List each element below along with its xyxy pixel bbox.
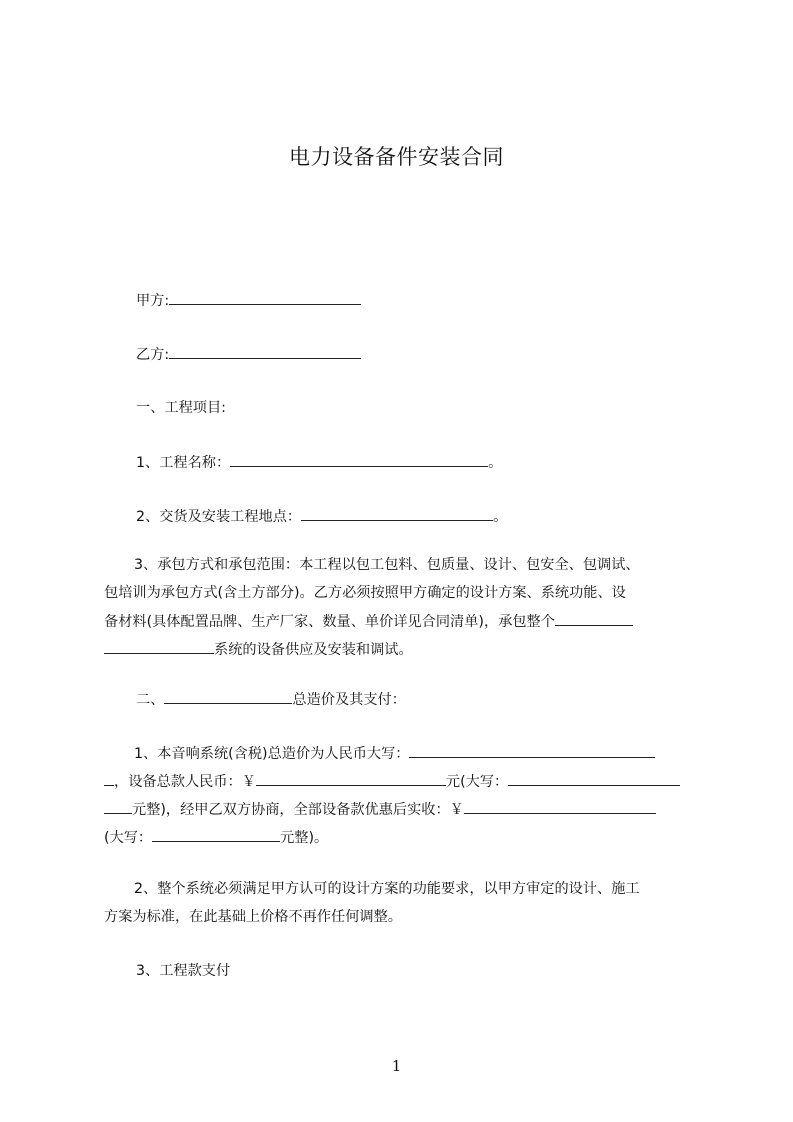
scope-line-4 [104, 639, 700, 660]
section2-heading-prefix: 二、 [136, 692, 165, 708]
net-amount-blank [464, 799, 656, 814]
project-name-line [104, 452, 732, 473]
price-line-2-text-a: ，设备总款人民币：￥ [114, 774, 256, 790]
party-a-line [104, 290, 732, 311]
scope-line-1: 3、承包方式和承包范围：本工程以包工包料、包质量、设计、包安全、包调试、 [134, 557, 640, 573]
site-label: 2、交货及安装工程地点： [136, 509, 302, 525]
project-name-end: 。 [488, 455, 503, 471]
design-line-2: 方案为标准，在此基础上价格不再作任何调整。 [104, 909, 402, 925]
scope-line-3 [104, 611, 700, 632]
price-total-words-blank-a [409, 743, 655, 758]
price-line-1 [104, 743, 730, 764]
document-title: 电力设备备件安装合同 [289, 145, 504, 169]
page-number: 1 [391, 1057, 402, 1075]
price-total-words-blank-b [104, 771, 114, 786]
site-blank [301, 506, 493, 521]
section1-heading: 一、工程项目: [136, 400, 226, 416]
payment-heading: 3、工程款支付 [136, 963, 231, 979]
project-name-label: 1、工程名称： [136, 455, 231, 471]
design-line-1: 2、整个系统必须满足甲方认可的设计方案的功能要求，以甲方审定的设计、施工 [134, 881, 640, 897]
scope-system-blank-b [104, 639, 214, 654]
scope-system-blank-a [555, 611, 633, 626]
scope-line-3-text: 备材料(具体配置品牌、生产厂家、数量、单价详见合同清单)，承包整个 [104, 614, 555, 630]
section2-heading [104, 689, 732, 710]
party-b-blank [169, 344, 361, 359]
equipment-total-words-blank-a [508, 771, 680, 786]
party-b-line [104, 344, 732, 365]
section2-heading-suffix: 总造价及其支付： [292, 692, 406, 708]
equipment-total-words-blank-b [104, 799, 132, 814]
price-line-4-text-b: 元整)。 [280, 830, 329, 846]
equipment-total-blank [256, 771, 446, 786]
net-amount-words-blank [152, 827, 280, 842]
section2-heading-blank [164, 689, 292, 704]
price-line-3-text: 元整)，经甲乙双方协商，全部设备款优惠后实收：￥ [132, 802, 464, 818]
price-line-1-text: 1、本音响系统(含税)总造价为人民币大写： [134, 746, 410, 762]
party-b-label: 乙方: [136, 347, 170, 363]
price-line-3 [104, 799, 700, 820]
price-line-2-text-b: 元(大写： [445, 774, 509, 790]
site-line [104, 506, 732, 527]
scope-line-4-text: 系统的设备供应及安装和调试。 [214, 642, 413, 658]
project-name-blank [230, 452, 488, 467]
scope-line-2: 包培训为承包方式(含土方部分)。乙方必须按照甲方确定的设计方案、系统功能、设 [104, 585, 626, 601]
price-line-2 [104, 771, 700, 792]
site-end: 。 [493, 509, 508, 525]
price-line-4 [104, 827, 700, 848]
price-line-4-text-a: (大写： [104, 830, 153, 846]
party-a-label: 甲方: [136, 293, 170, 309]
party-a-blank [169, 290, 361, 305]
